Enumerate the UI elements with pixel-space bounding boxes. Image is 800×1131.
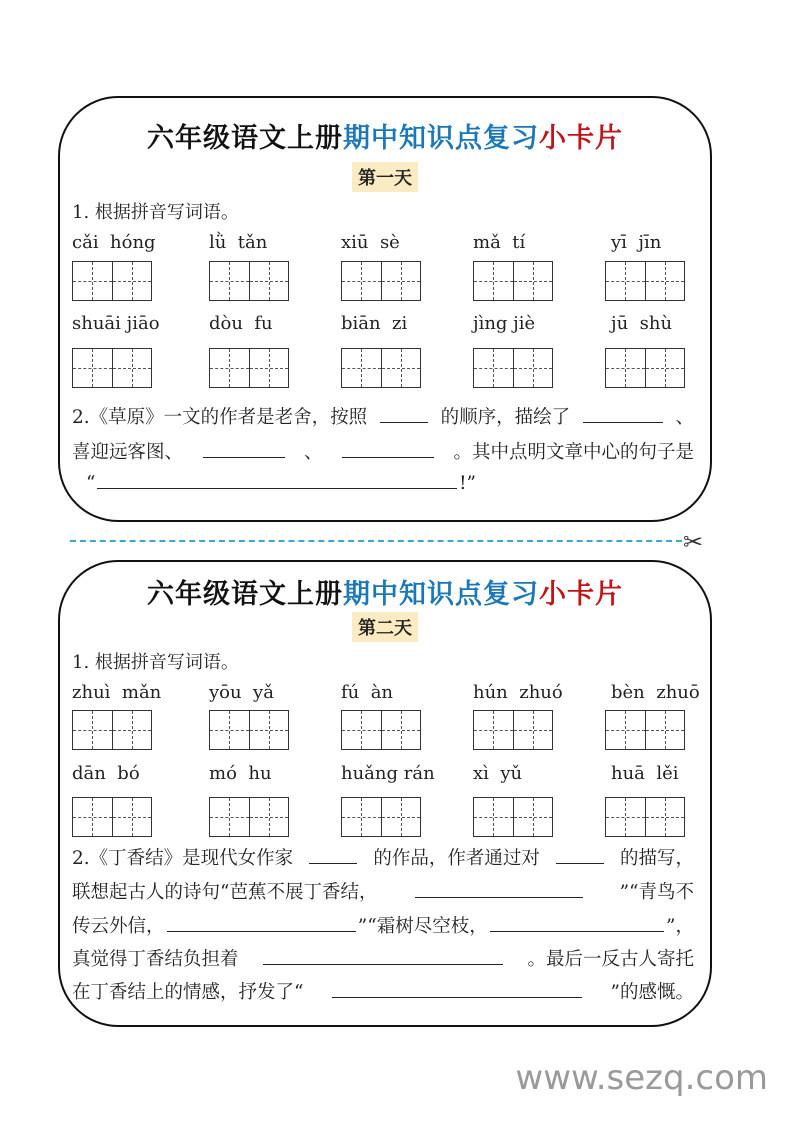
card-title: [60, 572, 710, 611]
question-text: 的描写，: [619, 848, 694, 869]
writing-grid[interactable]: [605, 710, 685, 750]
grid-cell: [342, 262, 382, 300]
writing-grid[interactable]: [209, 710, 289, 750]
review-card-day1: [58, 96, 712, 522]
writing-grid[interactable]: [341, 710, 421, 750]
grid-cell: [73, 711, 113, 749]
grid-cell: [382, 262, 421, 300]
review-card-day2: [58, 560, 712, 1027]
title-part-black: 六年级语文上册: [147, 579, 343, 610]
question-1-prompt: 1. 根据拼音写词语。: [72, 652, 239, 673]
title-part-red: 小卡片: [539, 579, 623, 610]
grid-cell: [210, 262, 250, 300]
answer-blank[interactable]: [309, 862, 357, 864]
answer-blank[interactable]: [415, 896, 583, 898]
grid-cell: [474, 711, 514, 749]
question-text: !”: [459, 473, 476, 494]
question-text: 喜迎远客图、: [72, 442, 184, 463]
pinyin-label: dān bó: [72, 763, 140, 784]
writing-grid[interactable]: [473, 710, 553, 750]
pinyin-label: xì yǔ: [473, 763, 523, 784]
pinyin-label: cǎi hóng: [72, 232, 156, 253]
grid-cell: [113, 798, 152, 836]
day-label: 第二天: [352, 612, 418, 642]
writing-grid[interactable]: [209, 348, 289, 388]
grid-cell: [342, 798, 382, 836]
grid-cell: [474, 349, 514, 387]
title-part-blue: 期中知识点复习: [343, 123, 539, 154]
grid-cell: [382, 798, 421, 836]
grid-cell: [250, 711, 289, 749]
answer-blank[interactable]: [203, 456, 285, 458]
grid-cell: [514, 798, 553, 836]
question-2-line: [72, 878, 694, 904]
grid-cell: [646, 798, 685, 836]
grid-cell: [342, 349, 382, 387]
answer-blank[interactable]: [167, 930, 356, 932]
question-2-line: [72, 403, 694, 429]
question-text: 联想起古人的诗句“芭蕉不展丁香结，: [72, 882, 378, 903]
question-text: 的作品，作者通过对: [373, 848, 540, 869]
title-part-black: 六年级语文上册: [147, 123, 343, 154]
grid-cell: [474, 262, 514, 300]
answer-blank[interactable]: [380, 421, 428, 423]
question-text: ”“霜树尽空枝，: [357, 916, 488, 937]
grid-cell: [250, 798, 289, 836]
grid-cell: [606, 798, 646, 836]
question-text: “: [86, 473, 96, 494]
writing-grid[interactable]: [605, 797, 685, 837]
writing-grid[interactable]: [473, 797, 553, 837]
day-label: 第一天: [352, 162, 418, 192]
answer-blank[interactable]: [556, 862, 604, 864]
writing-grid[interactable]: [72, 261, 152, 301]
grid-cell: [210, 798, 250, 836]
question-text: 在丁香结上的情感，抒发了“: [72, 982, 304, 1003]
pinyin-label: bèn zhuō: [611, 682, 700, 703]
writing-grid[interactable]: [209, 797, 289, 837]
pinyin-label: yī jīn: [611, 232, 662, 253]
grid-cell: [113, 262, 152, 300]
question-2-line: [72, 844, 694, 870]
question-text: 。其中点明文章中心的句子是: [453, 442, 694, 463]
pinyin-label: jū shù: [611, 313, 673, 334]
question-text: 2.《草原》一文的作者是老舍，按照: [72, 407, 368, 428]
pinyin-label: zhuì mǎn: [72, 682, 162, 703]
question-text: 传云外信，: [72, 916, 165, 937]
watermark: www.sezq.com: [515, 1058, 768, 1098]
question-text: 、: [303, 442, 323, 463]
grid-cell: [514, 349, 553, 387]
pinyin-label: mó hu: [209, 763, 272, 784]
question-text: 、: [675, 407, 694, 428]
writing-grid[interactable]: [605, 348, 685, 388]
pinyin-label: xiū sè: [341, 232, 400, 253]
question-2-line: [72, 945, 694, 971]
question-2-line: [72, 438, 694, 464]
question-text: 2.《丁香结》是现代女作家: [72, 848, 294, 869]
grid-cell: [73, 262, 113, 300]
pinyin-label: dòu fu: [209, 313, 273, 334]
pinyin-label: biān zi: [341, 313, 408, 334]
question-text: ”的感慨。: [610, 982, 694, 1003]
grid-cell: [250, 262, 289, 300]
grid-cell: [250, 349, 289, 387]
title-part-blue: 期中知识点复习: [343, 579, 539, 610]
pinyin-label: mǎ tí: [473, 232, 526, 253]
pinyin-label: fú àn: [341, 682, 394, 703]
writing-grid[interactable]: [341, 797, 421, 837]
grid-cell: [606, 262, 646, 300]
grid-cell: [514, 711, 553, 749]
writing-grid[interactable]: [72, 797, 152, 837]
pinyin-label: hún zhuó: [473, 682, 563, 703]
writing-grid[interactable]: [605, 261, 685, 301]
answer-blank[interactable]: [332, 996, 582, 998]
answer-blank[interactable]: [97, 487, 457, 489]
answer-blank[interactable]: [583, 421, 663, 423]
question-2-line: [72, 978, 694, 1004]
writing-grid[interactable]: [209, 261, 289, 301]
scissors-icon: ✂: [683, 528, 704, 556]
question-2-line: [72, 912, 694, 938]
grid-cell: [73, 798, 113, 836]
title-part-red: 小卡片: [539, 123, 623, 154]
grid-cell: [113, 711, 152, 749]
grid-cell: [113, 349, 152, 387]
grid-cell: [73, 349, 113, 387]
pinyin-label: yōu yǎ: [209, 682, 274, 703]
cut-line: [70, 540, 682, 542]
question-text: 的顺序，描绘了: [440, 407, 571, 428]
writing-grid[interactable]: [341, 261, 421, 301]
grid-cell: [382, 349, 421, 387]
answer-blank[interactable]: [342, 456, 434, 458]
writing-grid[interactable]: [473, 261, 553, 301]
grid-cell: [514, 262, 553, 300]
grid-cell: [342, 711, 382, 749]
grid-cell: [606, 349, 646, 387]
grid-cell: [210, 349, 250, 387]
question-text: ”“青鸟不: [619, 882, 694, 903]
grid-cell: [474, 798, 514, 836]
question-text: 真觉得丁香结负担着: [72, 949, 239, 970]
question-2-line: [86, 473, 476, 494]
pinyin-label: shuāi jiāo: [72, 313, 160, 334]
pinyin-label: huā lěi: [611, 763, 679, 784]
writing-grid[interactable]: [341, 348, 421, 388]
grid-cell: [606, 711, 646, 749]
question-text: 。最后一反古人寄托: [527, 949, 694, 970]
question-text: ”，: [666, 916, 694, 937]
writing-grid[interactable]: [473, 348, 553, 388]
pinyin-label: huǎng rán: [341, 763, 435, 784]
grid-cell: [646, 349, 685, 387]
writing-grid[interactable]: [72, 710, 152, 750]
card-title: [60, 116, 710, 155]
question-1-prompt: 1. 根据拼音写词语。: [72, 202, 239, 223]
writing-grid[interactable]: [72, 348, 152, 388]
grid-cell: [382, 711, 421, 749]
grid-cell: [646, 711, 685, 749]
answer-blank[interactable]: [490, 930, 664, 932]
pinyin-label: jìng jiè: [473, 313, 536, 334]
grid-cell: [646, 262, 685, 300]
grid-cell: [210, 711, 250, 749]
answer-blank[interactable]: [263, 963, 503, 965]
pinyin-label: lǜ tǎn: [209, 232, 268, 253]
